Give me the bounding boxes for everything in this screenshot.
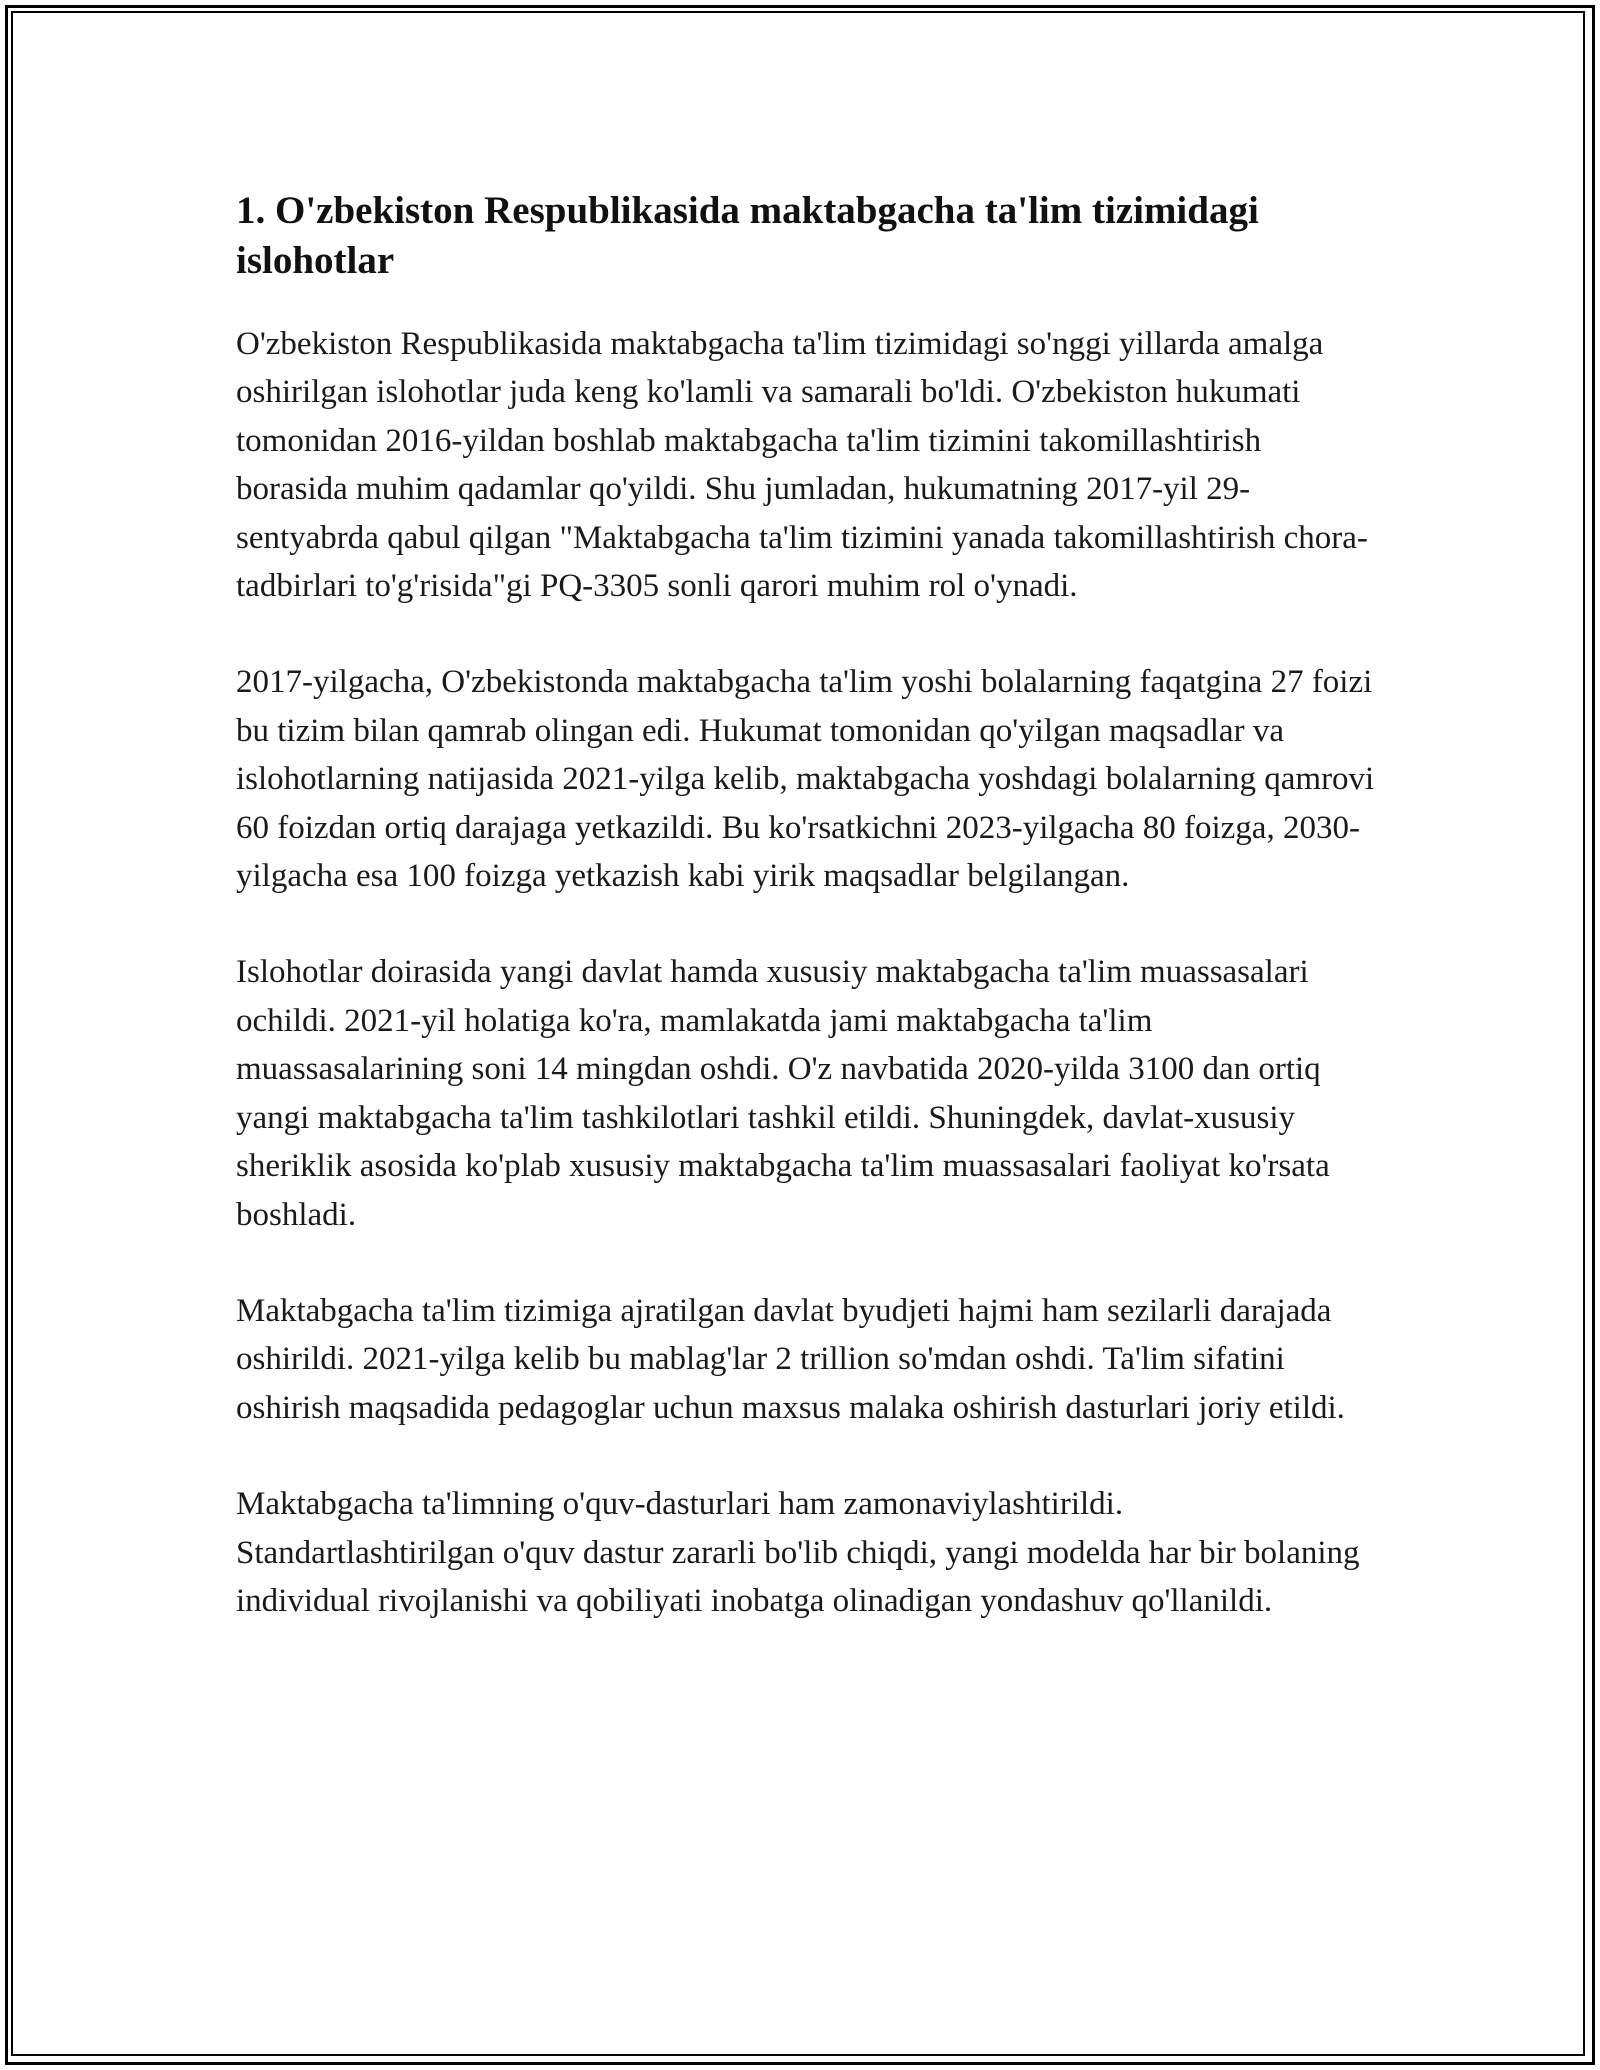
paragraph-5: Maktabgacha ta'limning o'quv-dasturlari ham zamonaviylashtirildi. Standartlashtirilgan o'quv dastur zararli bo'lib chiqdi, yangi modelda har bir bolaning individual rivojlanishi va qobiliyati inobatga olinadigan yondashuv qo'llanildi. <box>236 1486 1360 1619</box>
paragraph-1: O'zbekiston Respublikasida maktabgacha ta'lim tizimidagi so'nggi yillarda amalga oshirilgan islohotlar juda keng ko'lamli va samarali bo'ldi. O'zbekiston hukumati tomonidan 2016-yildan boshlab maktabgacha ta'lim tizimini takomillashtirish borasida muhim qadamlar qo'yildi. Shu jumladan, hukumatning 2017-yil 29-sentyabrda qabul qilgan "Maktabgacha ta'lim tizimini yanada takomillashtirish chora-tadbirlari to'g'risida"gi PQ-3305 sonli qarori muhim rol o'ynadi. <box>236 326 1368 605</box>
document-body <box>236 186 1376 1673</box>
paragraph-3: Islohotlar doirasida yangi davlat hamda xususiy maktabgacha ta'lim muassasalari ochildi. 2021-yil holatiga ko'ra, mamlakatda jami maktabgacha ta'lim muassasalarining soni 14 mingdan oshdi. O'z navbatida 2020-yilda 3100 dan ortiq yangi maktabgacha ta'lim tashkilotlari tashkil etildi. Shuningdek, davlat-xususiy sheriklik asosida ko'plab xususiy maktabgacha ta'lim muassasalari faoliyat ko'rsata boshladi. <box>236 954 1330 1233</box>
paragraph-2: 2017-yilgacha, O'zbekistonda maktabgacha ta'lim yoshi bolalarning faqatgina 27 foizi bu tizim bilan qamrab olingan edi. Hukumat tomonidan qo'yilgan maqsadlar va islohotlarning natijasida 2021-yilga kelib, maktabgacha yoshdagi bolalarning qamrovi 60 foizdan ortiq darajaga yetkazildi. Bu ko'rsatkichni 2023-yilgacha 80 foizga, 2030-yilgacha esa 100 foizga yetkazish kabi yirik maqsadlar belgilangan. <box>236 664 1375 895</box>
paragraph-4: Maktabgacha ta'lim tizimiga ajratilgan davlat byudjeti hajmi ham sezilarli darajada oshirildi. 2021-yilga kelib bu mablag'lar 2 trillion so'mdan oshdi. Ta'lim sifatini oshirish maqsadida pedagoglar uchun maxsus malaka oshirish dasturlari joriy etildi. <box>236 1292 1345 1426</box>
section-heading: 1. O'zbekiston Respublikasida maktabgacha ta'lim tizimidagi islohotlar <box>236 189 1259 282</box>
